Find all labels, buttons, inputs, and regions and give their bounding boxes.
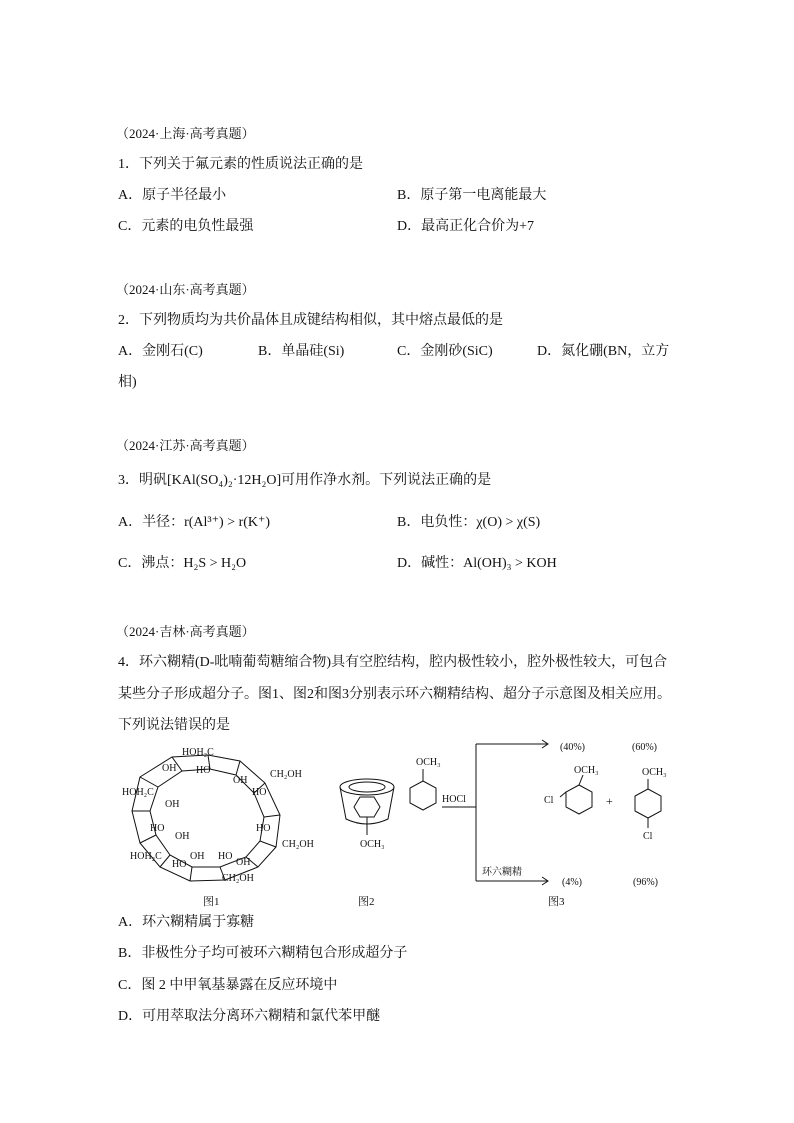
question-4-option-d: D．可用萃取法分离环六糊精和氯代苯甲醚 <box>118 1009 381 1024</box>
plus-sign: + <box>606 794 613 808</box>
figure-2-label: OCH₃ <box>360 839 385 850</box>
question-2-source: （2024·山东·高考真题） <box>116 282 255 297</box>
figure-2-supramolecule <box>340 779 394 835</box>
question-4-figures <box>0 735 794 915</box>
question-1-option-c: C．元素的电负性最强 <box>118 219 254 234</box>
fig1-label: HOH₂C <box>122 787 154 798</box>
question-1-option-a: A．原子半径最小 <box>118 188 227 203</box>
fig1-label: HO <box>256 823 271 834</box>
question-1-stem: 1．下列关于氟元素的性质说法正确的是 <box>118 157 363 172</box>
question-4-stem-line-2: 某些分子形成超分子。图1、图2和图3分别表示环六糊精结构、超分子示意图及相关应用。 <box>118 687 671 702</box>
fig1-label: HOH₂C <box>182 747 214 758</box>
question-1-source: （2024·上海·高考真题） <box>116 126 255 141</box>
fig1-label: HO <box>150 823 165 834</box>
question-3-source: （2024·江苏·高考真题） <box>116 438 255 453</box>
fig1-label: CH₂OH <box>282 839 314 850</box>
para-yield-top: (60%) <box>632 742 657 753</box>
figure-3-labels <box>416 742 667 888</box>
ortho-yield-top: (40%) <box>560 742 585 753</box>
fig1-label: OH <box>165 799 180 810</box>
ortho-och3-label: OCH₃ <box>574 765 599 776</box>
fig1-label: HOH₂C <box>130 851 162 862</box>
question-2-option-b: B．单晶硅(Si) <box>258 344 345 359</box>
fig1-label: OH <box>190 851 205 862</box>
fig1-label: OH <box>236 857 251 868</box>
fig1-label: CH₂OH <box>270 769 302 780</box>
fig1-label: OH <box>175 831 190 842</box>
fig1-label: HO <box>252 787 267 798</box>
figure-1-caption: 图1 <box>203 896 220 908</box>
fig1-label: HO <box>196 765 211 776</box>
question-2-stem: 2．下列物质均为共价晶体且成键结构相似，其中熔点最低的是 <box>118 313 503 328</box>
reactant-label: OCH₃ <box>416 757 441 768</box>
fig1-label: CH₂OH <box>222 873 254 884</box>
question-4-stem-line-3: 下列说法错误的是 <box>118 718 230 733</box>
question-2-option-d: D．氮化硼(BN，立方 <box>537 344 670 359</box>
fig1-label: HO <box>218 851 233 862</box>
question-2-option-d-continued: 相) <box>118 375 137 390</box>
figure-2-caption: 图2 <box>358 896 375 908</box>
fig1-label: OH <box>233 775 248 786</box>
question-4-option-c: C．图 2 中甲氧基暴露在反应环境中 <box>118 978 338 993</box>
question-1-option-b: B．原子第一电离能最大 <box>397 188 547 203</box>
question-3-option-b: B．电负性：χ(O) > χ(S) <box>397 515 541 530</box>
figure-3-caption: 图3 <box>548 896 565 908</box>
question-2-option-a: A．金刚石(C) <box>118 344 203 359</box>
reagent-label: HOCl <box>442 794 466 805</box>
fig1-label: OH <box>162 763 177 774</box>
question-4-source: （2024·吉林·高考真题） <box>116 624 255 639</box>
para-cl-label: Cl <box>643 831 653 842</box>
question-4-stem-line-1: 4．环六糊精(D-吡喃葡萄糖缩合物)具有空腔结构，腔内极性较小，腔外极性较大，可包合 <box>118 655 668 670</box>
condition-label: 环六糊精 <box>482 867 522 878</box>
ortho-yield-bottom: (4%) <box>562 877 582 888</box>
question-3-option-a: A．半径：r(Al³⁺) > r(K⁺) <box>118 515 271 530</box>
ortho-cl-label: Cl <box>544 795 554 806</box>
para-yield-bottom: (96%) <box>633 877 658 888</box>
para-och3-label: OCH₃ <box>642 767 667 778</box>
question-1-option-d: D．最高正化合价为+7 <box>397 219 535 234</box>
question-4-option-b: B．非极性分子均可被环六糊精包合形成超分子 <box>118 946 408 961</box>
question-2-option-c: C．金刚砂(SiC) <box>397 344 493 359</box>
fig1-label: HO <box>172 859 187 870</box>
question-3-stem: 3．明矾[KAl(SO₄)₂·12H₂O]可用作净水剂。下列说法正确的是 <box>118 473 492 488</box>
question-3-option-c: C．沸点：H₂S > H₂O <box>118 556 247 571</box>
question-3-option-d: D．碱性：Al(OH)₃ > KOH <box>397 556 557 571</box>
figure-3-reaction <box>410 740 661 885</box>
question-4-option-a: A．环六糊精属于寡糖 <box>118 915 255 930</box>
